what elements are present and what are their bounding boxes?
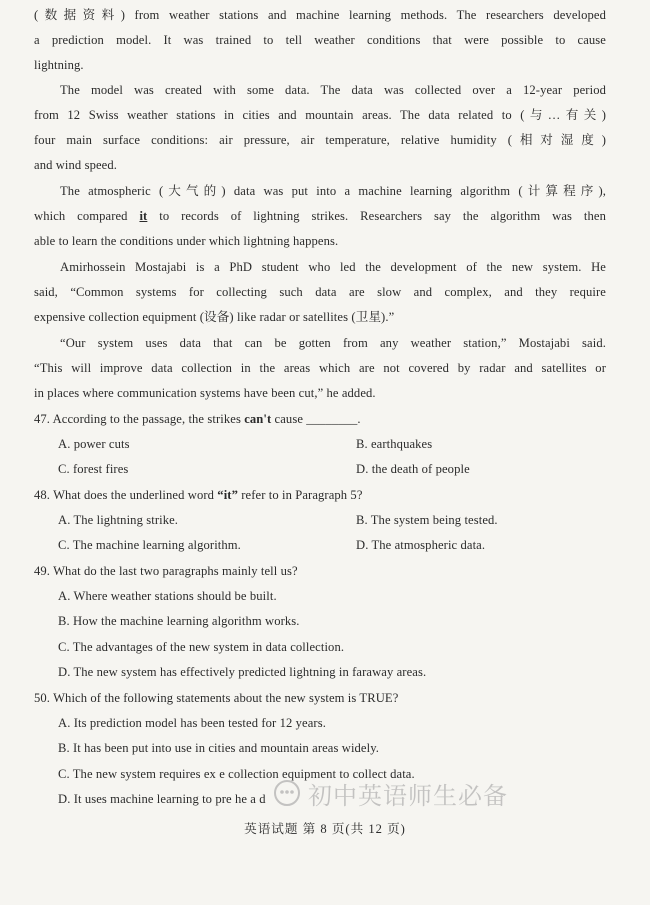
option-47-b: B. earthquakes xyxy=(356,437,433,451)
passage-line: (数据资料) from weather stations and machine learning methods. The researchers developed xyxy=(34,8,606,22)
option-48-c: C. The machine learning algorithm. xyxy=(58,538,241,552)
option-49-a: A. Where weather stations should be built. xyxy=(58,589,277,603)
question-text: refer to in Paragraph 5? xyxy=(237,488,363,502)
option-47-d: D. the death of people xyxy=(356,462,470,476)
passage-line: and wind speed. xyxy=(34,158,117,172)
passage-line: “This will improve data collection in the areas which are not covered by radar and satellites or xyxy=(34,361,606,375)
page-footer: 英语试题 第 8 页(共 12 页) xyxy=(244,822,406,836)
underlined-word-it: it xyxy=(139,209,148,223)
question-text: 47. According to the passage, the strikes xyxy=(34,412,245,426)
passage-line: in places where communication systems have been cut,” he added. xyxy=(34,386,376,400)
option-49-d: D. The new system has effectively predicted lightning in faraway areas. xyxy=(58,665,427,679)
option-49-b: B. How the machine learning algorithm works. xyxy=(58,614,300,628)
option-50-b: B. It has been put into use in cities and mountain areas widely. xyxy=(58,741,380,755)
passage-text: to records of lightning strikes. Researchers say the algorithm was then xyxy=(147,209,606,223)
passage-line: able to learn the conditions under which lightning happens. xyxy=(34,234,339,248)
question-emphasis: “it” xyxy=(217,488,238,502)
passage-line: lightning. xyxy=(34,58,84,72)
option-49-c: C. The advantages of the new system in data collection. xyxy=(58,640,345,654)
passage-line: The atmospheric (大气的) data was put into a machine learning algorithm (计算程序), xyxy=(60,184,606,198)
option-50-d: D. It uses machine learning to pre he a d xyxy=(58,792,266,806)
passage-line: from 12 Swiss weather stations in cities and mountain areas. The data related to (与…有关) xyxy=(34,108,606,122)
watermark-text: 初中英语师生必备 xyxy=(308,781,508,810)
passage-line: The model was created with some data. The data was collected over a 12-year period xyxy=(60,83,606,97)
option-47-c: C. forest fires xyxy=(58,462,129,476)
question-emphasis: can't xyxy=(244,412,272,426)
passage-line: expensive collection equipment (设备) like radar or satellites (卫星).” xyxy=(34,310,395,324)
passage-line: “Our system uses data that can be gotten from any weather station,” Mostajabi said. xyxy=(60,336,606,350)
option-48-b: B. The system being tested. xyxy=(356,513,498,527)
option-50-a: A. Its prediction model has been tested for 12 years. xyxy=(58,716,326,730)
option-48-a: A. The lightning strike. xyxy=(58,513,179,527)
passage-text: which compared xyxy=(34,209,140,223)
passage-line: Amirhossein Mostajabi is a PhD student who led the development of the new system. He xyxy=(60,260,606,274)
option-48-d: D. The atmospheric data. xyxy=(356,538,486,552)
question-48 xyxy=(34,486,363,504)
question-text: cause ________. xyxy=(271,412,361,426)
question-49: 49. What do the last two paragraphs mainly tell us? xyxy=(34,564,298,578)
passage-line: four main surface conditions: air pressure, air temperature, relative humidity (相对湿度) xyxy=(34,133,606,147)
passage-line: said, “Common systems for collecting such data are slow and complex, and they require xyxy=(34,285,606,299)
question-50: 50. Which of the following statements about the new system is TRUE? xyxy=(34,691,399,705)
question-text: 48. What does the underlined word xyxy=(34,488,218,502)
passage-line xyxy=(34,207,606,225)
question-47 xyxy=(34,410,361,428)
passage-line: a prediction model. It was trained to tell weather conditions that were possible to cause xyxy=(34,33,606,47)
option-50-c: C. The new system requires ex e collection equipment to collect data. xyxy=(58,767,415,781)
option-47-a: A. power cuts xyxy=(58,437,130,451)
